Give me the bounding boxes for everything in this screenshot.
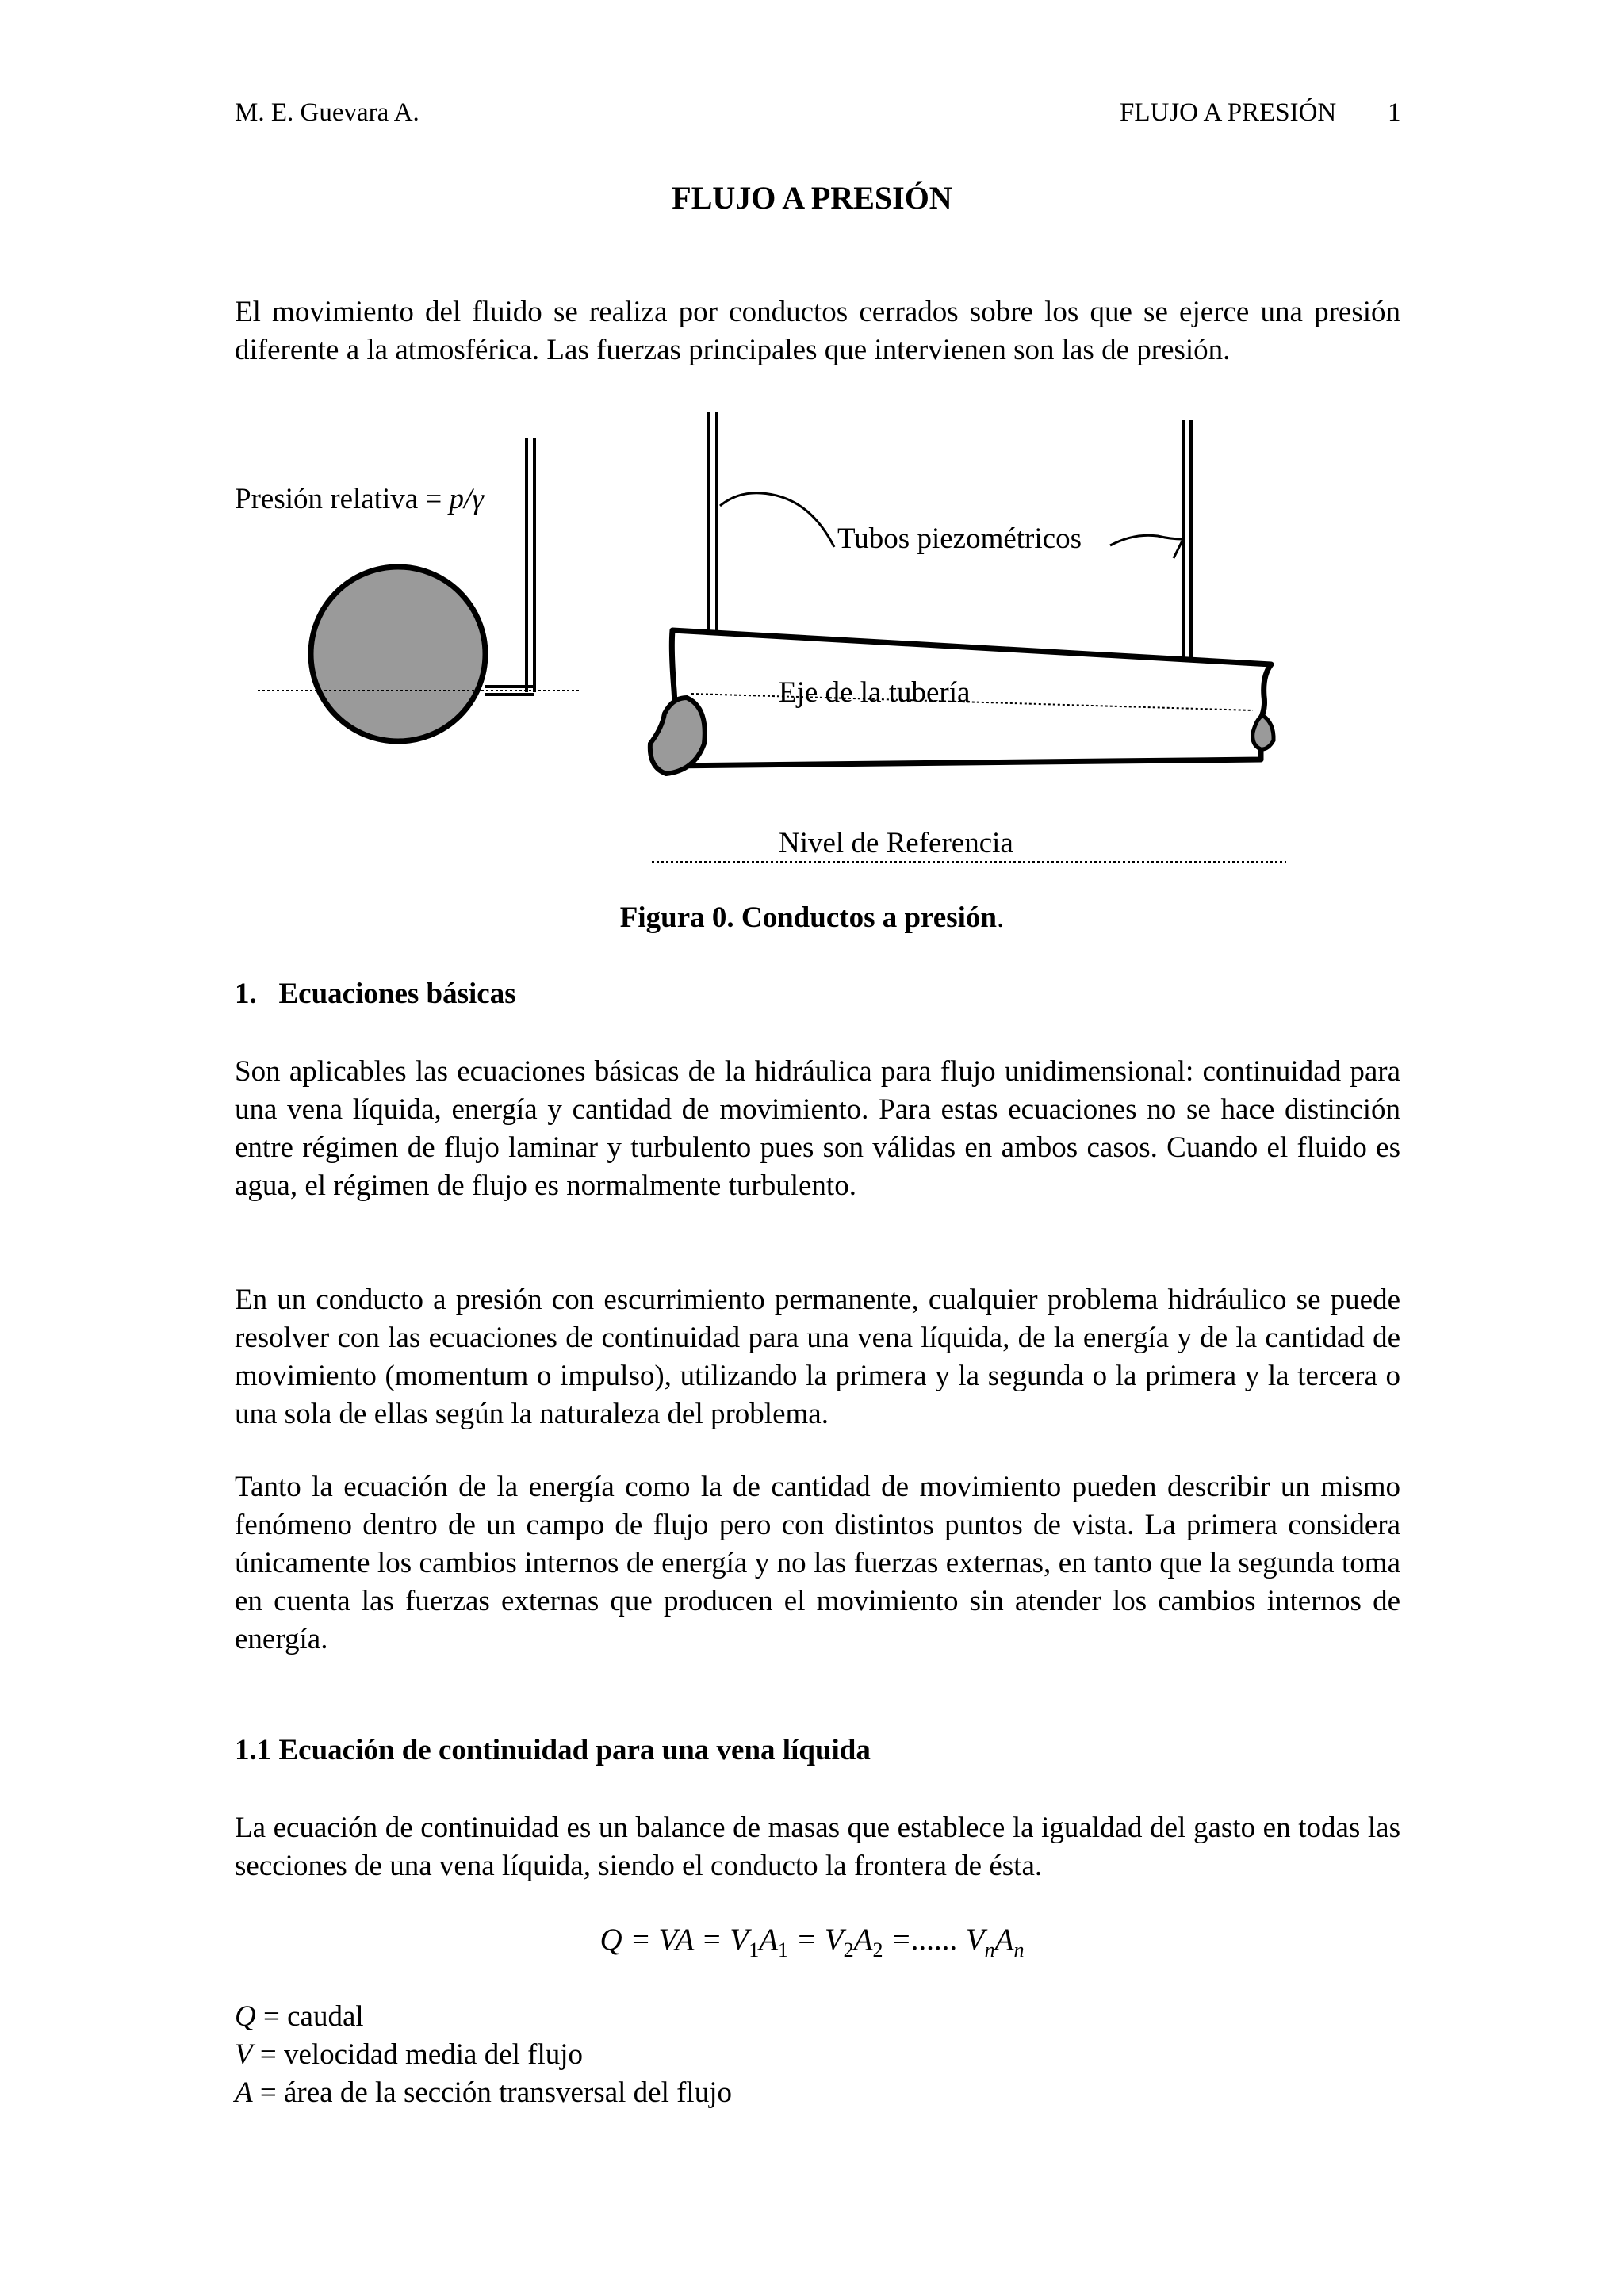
relative-pressure-expression: p/γ	[449, 483, 484, 515]
pressure-conduits-figure	[0, 0, 1624, 888]
section-1-paragraph-2: En un conducto a presión con escurrimiento permanente, cualquier problema hidráulico se puede resolver con las ecuaciones de continuidad para una vena líquida, de la energía y de la cantidad de movimiento (momentum o impulso), utilizando la primera y la segunda o la primera y la tercera o una sola de ellas según la naturaleza del problema.	[235, 1284, 1400, 1430]
small-piezometer	[485, 438, 534, 695]
pipe-axis-label: Eje de la tubería	[779, 676, 971, 709]
pipe-cross-section	[311, 567, 485, 741]
figure-caption	[0, 901, 1624, 935]
definition-q: Q = caudal	[235, 2000, 364, 2033]
header-author: M. E. Guevara A.	[235, 98, 419, 127]
piezometer-label: Tubos piezométricos	[837, 522, 1082, 555]
section-1-paragraph-1: Son aplicables las ecuaciones básicas de la hidráulica para flujo unidimensional: continuidad para una vena líquida, energía y cantidad de movimiento. Para estas ecuaciones no se hace distinción entre régimen de flujo laminar y turbulento pues son válidas en ambos casos. Cuando el fluido es agua, el régimen de flujo es normalmente turbulento.	[235, 1055, 1400, 1202]
figure-caption-tail: .	[997, 901, 1005, 934]
continuity-formula: Q = VA = $V_1A_1 = V_2A_2$ =...... $V_nA_n$	[599, 1923, 1025, 1961]
section-1-1-paragraph: La ecuación de continuidad es un balance de masas que establece la igualdad del gasto en todas las secciones de una vena líquida, siendo el conducto la frontera de ésta.	[235, 1812, 1400, 1882]
piezometer-leader-right	[1110, 535, 1183, 558]
intro-paragraph: El movimiento del fluido se realiza por conductos cerrados sobre los que se ejerce una presión diferente a la atmosférica. Las fuerzas principales que intervienen son las de presión.	[235, 296, 1400, 366]
definition-a: A = área de la sección transversal del flujo	[235, 2076, 732, 2109]
piezometer-right	[1183, 420, 1191, 661]
piezometer-left	[709, 412, 717, 632]
section-1-paragraph-3: Tanto la ecuación de la energía como la de cantidad de movimiento pueden describir un mismo fenómeno dentro de un campo de flujo pero con distintos puntos de vista. La primera considera únicamente los cambios internos de energía y no las fuerzas externas, en tanto que la segunda toma en cuenta las fuerzas externas que producen el movimiento sin atender los cambios internos de energía.	[235, 1471, 1400, 1655]
definition-v: V = velocidad media del flujo	[235, 2038, 584, 2071]
piezometer-leader-left	[720, 493, 834, 547]
header-section: FLUJO A PRESIÓN	[1120, 98, 1337, 127]
page-number: 1	[1388, 98, 1401, 127]
relative-pressure-label: Presión relativa = p/γ	[235, 483, 484, 515]
page-title: FLUJO A PRESIÓN	[672, 180, 952, 216]
section-1-heading: 1. Ecuaciones básicas	[235, 978, 516, 1010]
figure-caption-title: Figura 0. Conductos a presión	[619, 901, 997, 934]
reference-level-label: Nivel de Referencia	[779, 827, 1013, 859]
pipe-right-cut	[1253, 715, 1274, 749]
section-1-1-heading: 1.1 Ecuación de continuidad para una vena líquida	[235, 1734, 871, 1766]
